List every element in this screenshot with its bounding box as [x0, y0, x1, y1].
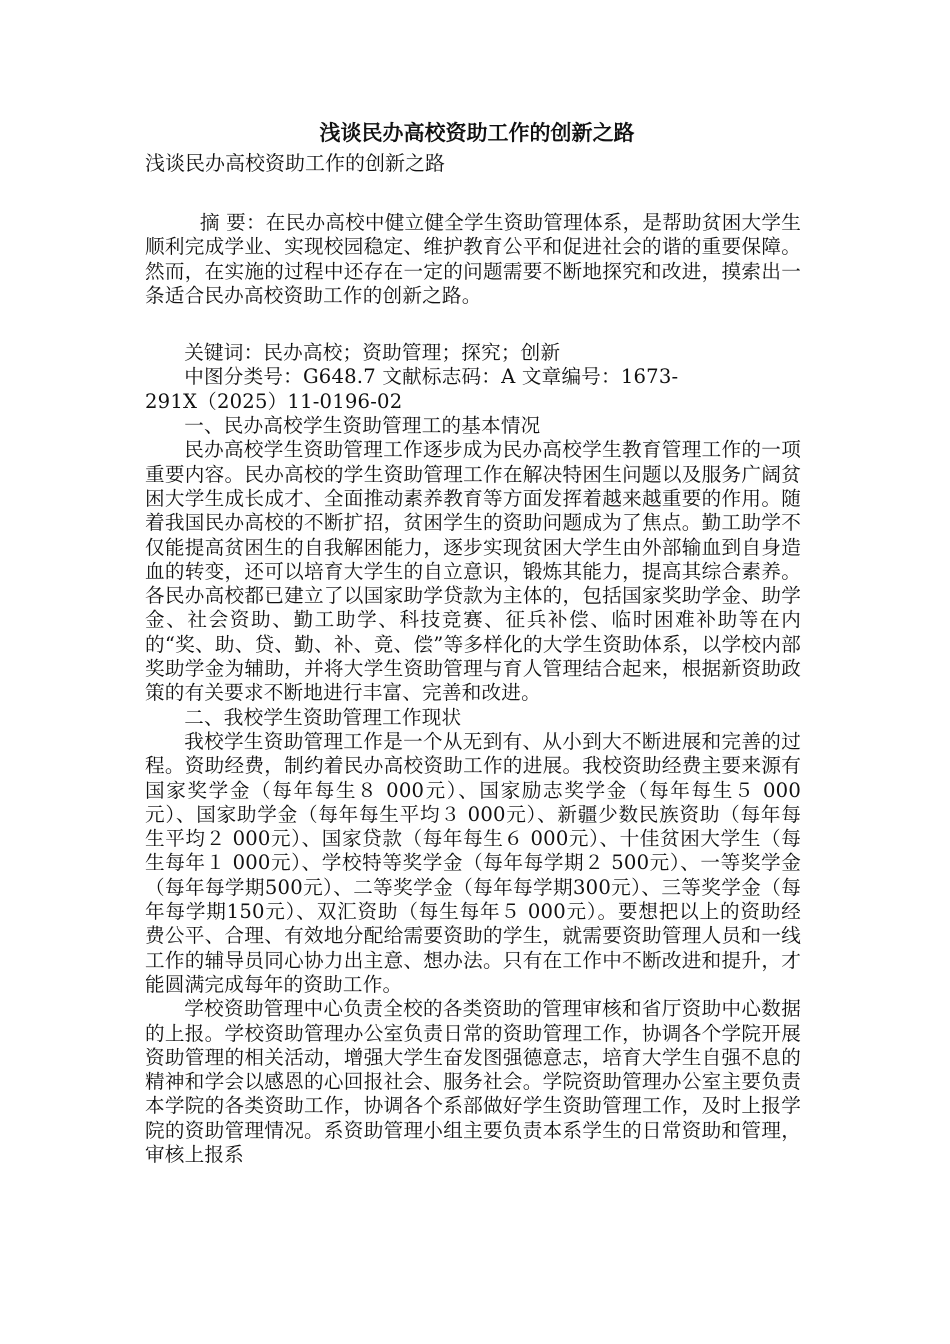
document-title: 浅谈民办高校资助工作的创新之路 [319, 120, 635, 145]
abstract-paragraph: 摘 要：在民办高校中健立健全学生资助管理体系，是帮助贫困大学生顺利完成学业、实现校园稳定、维护教育公平和促进社会的谐的重要保障。然而，在实施的过程中还存在一定的问题需要不断地探究和改进，摸索出一条适合民办高校资助工作的创新之路。 [145, 211, 801, 307]
keywords-line: 关键词：民办高校；资助管理；探究；创新 [184, 341, 561, 365]
body-paragraph: 民办高校学生资助管理工作逐步成为民办高校学生教育管理工作的一项重要内容。民办高校的学生资助管理工作在解决特困生问题以及服务广阔贫困大学生成长成才、全面推动素养教育等方面发挥着越来越重要的作用。随着我国民办高校的不断扩招，贫困学生的资助问题成为了焦点。勤工助学不仅能提高贫困生的自我解困能力，逐步实现贫困大学生由外部输血到自身造血的转变，还可以培育大学生的自立意识，锻炼其能力，提高其综合素养。各民办高校都已建立了以国家助学贷款为主体的，包括国家奖助学金、助学金、社会资助、勤工助学、科技竞赛、征兵补偿、临时困难补助等在内的“奖、助、贷、勤、补、竟、偿”等多样化的大学生资助体系，以学校内部奖助学金为辅助，并将大学生资助管理与育人管理结合起来，根据新资助政策的有关要求不断地进行丰富、完善和改进。 [145, 438, 801, 705]
body-paragraph: 我校学生资助管理工作是一个从无到有、从小到大不断进展和完善的过程。资助经费，制约着民办高校资助工作的进展。我校资助经费主要来源有国家奖学金（每年每生８ 000元）、国家励志奖学金（每年每生５ 000元）、国家助学金（每年每生平均３ 000元）、新疆少数民族资助（每年每生平均２ 000元）、国家贷款（每年每生６ 000元）、十佳贫困大学生（每生每年１ 000元）、学校特等奖学金（每年每学期２ 500元）、一等奖学金（每年每学期500元）、二等奖学金（每年每学期300元）、三等奖学金（每年每学期150元）、双汇资助（每生每年５ 000元）。要想把以上的资助经费公平、合理、有效地分配给需要资助的学生，就需要资助管理人员和一线工作的辅导员同心协力出主意、想办法。只有在工作中不断改进和提升，才能圆满完成每年的资助工作。 [145, 729, 801, 996]
document-subtitle: 浅谈民办高校资助工作的创新之路 [145, 151, 445, 175]
section-heading-1: 一、民办高校学生资助管理工的基本情况 [184, 414, 541, 438]
body-paragraph: 学校资助管理中心负责全校的各类资助的管理审核和省厅资助中心数据的上报。学校资助管理办公室负责日常的资助管理工作，协调各个学院开展资助管理的相关活动，增强大学生奋发图强德意志，培育大学生自强不息的精神和学会以感恩的心回报社会、服务社会。学院资助管理办公室主要负责本学院的各类资助工作，协调各个系部做好学生资助管理工作，及时上报学院的资助管理情况。系资助管理小组主要负责本系学生的日常资助和管理，审核上报系 [145, 997, 801, 1166]
section-heading-2: 二、我校学生资助管理工作现状 [184, 705, 462, 729]
classification-line: 中图分类号：G648.7 文献标志码：A 文章编号：1673- [184, 365, 679, 389]
article-number-line: 291X（2025）11-0196-02 [145, 389, 403, 413]
document-page [145, 118, 801, 1167]
